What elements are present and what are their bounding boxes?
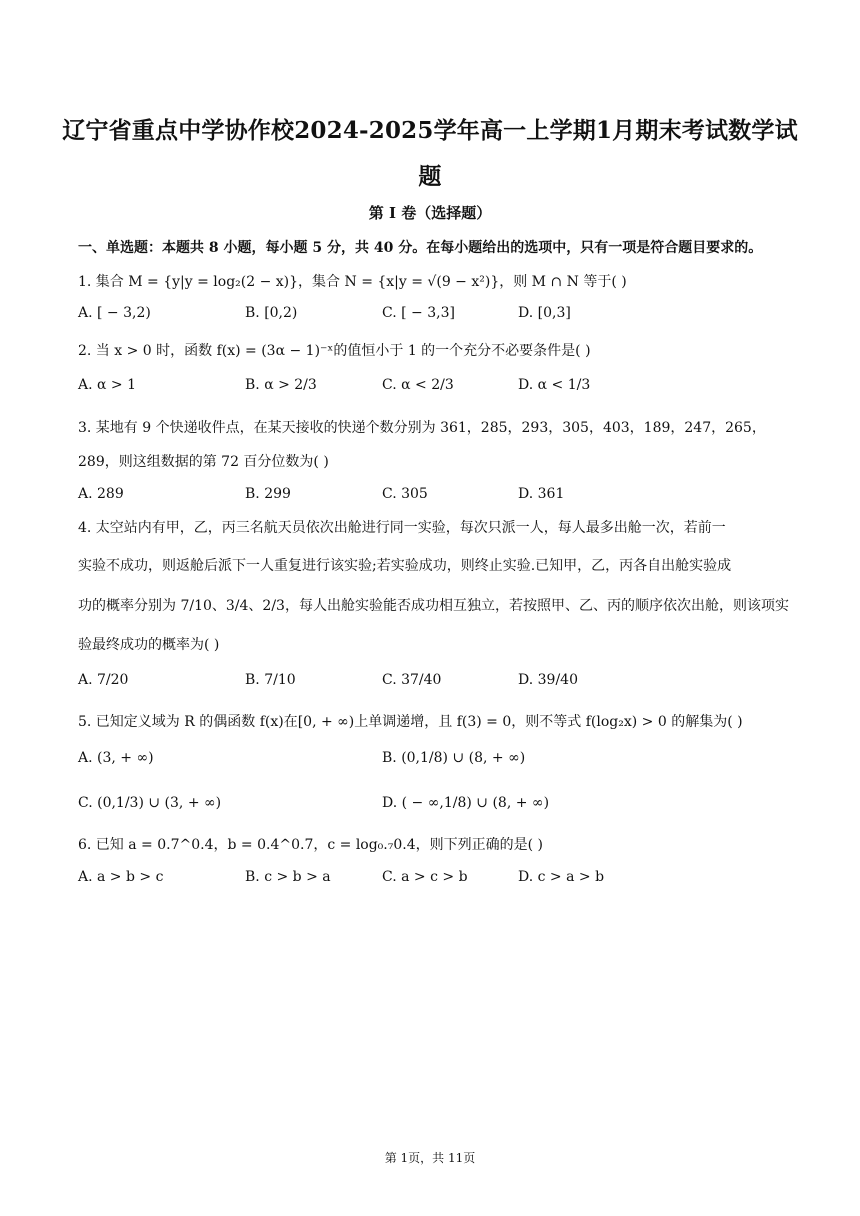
q1-option-a: A. [ − 3,2): [78, 305, 151, 321]
section-heading: 一、单选题：本题共 8 小题，每小题 5 分，共 40 分。在每小题给出的选项中，只有一项是符合题目要求的。: [78, 240, 763, 256]
q4-option-a: A. 7/20: [78, 672, 129, 688]
q6-option-a: A. a > b > c: [78, 869, 164, 885]
q2-option-c: C. α < 2/3: [382, 377, 454, 393]
page-footer: 第 1页，共 11页: [384, 1151, 476, 1165]
q2-option-b: B. α > 2/3: [245, 377, 317, 393]
question-3-stem-line1: 3. 某地有 9 个快递收件点，在某天接收的快递个数分别为 361，285，293，305，403，189，247，265，: [78, 420, 766, 436]
q5-option-a: A. (3, + ∞): [78, 750, 154, 766]
question-4-stem-line2: 实验不成功，则返舱后派下一人重复进行该实验;若实验成功，则终止实验.已知甲，乙，丙各自出舱实验成: [78, 558, 732, 574]
question-2-stem: 2. 当 x > 0 时，函数 f(x) = (3α − 1)⁻ˣ的值恒小于 1 的一个充分不必要条件是( ): [78, 343, 591, 359]
q5-option-c: C. (0,1/3) ∪ (3, + ∞): [78, 795, 222, 811]
q3-option-b: B. 299: [245, 486, 291, 502]
question-4-stem-line1: 4. 太空站内有甲，乙，丙三名航天员依次出舱进行同一实验，每次只派一人，每人最多出舱一次，若前一: [78, 520, 726, 536]
question-3-stem-line2: 289，则这组数据的第 72 百分位数为( ): [78, 454, 329, 470]
q1-option-d: D. [0,3]: [518, 305, 571, 321]
q3-option-d: D. 361: [518, 486, 565, 502]
q4-option-c: C. 37/40: [382, 672, 442, 688]
q5-option-b: B. (0,1/8) ∪ (8, + ∞): [382, 750, 526, 766]
q4-option-b: B. 7/10: [245, 672, 296, 688]
part-heading: 第 I 卷（选择题）: [368, 204, 492, 222]
q1-option-c: C. [ − 3,3]: [382, 305, 455, 321]
q2-option-a: A. α > 1: [78, 377, 137, 393]
q3-option-a: A. 289: [78, 486, 124, 502]
question-1-stem: 1. 集合 M = {y|y = log₂(2 − x)}，集合 N = {x|y = √(9 − x²)}，则 M ∩ N 等于( ): [78, 274, 627, 290]
page-title: 辽宁省重点中学协作校2024-2025学年高一上学期1月期末考试数学试: [62, 117, 798, 144]
q5-option-d: D. ( − ∞,1/8) ∪ (8, + ∞): [382, 795, 550, 811]
question-5-stem: 5. 已知定义域为 R 的偶函数 f(x)在[0, + ∞)上单调递增，且 f(3) = 0，则不等式 f(log₂x) > 0 的解集为( ): [78, 714, 743, 730]
q6-option-d: D. c > a > b: [518, 869, 605, 885]
question-4-stem-line4: 验最终成功的概率为( ): [78, 637, 220, 653]
question-4-stem-line3: 功的概率分别为 7/10、3/4、2/3，每人出舱实验能否成功相互独立，若按照甲、乙、丙的顺序依次出舱，则该项实: [78, 598, 789, 614]
q3-option-c: C. 305: [382, 486, 428, 502]
q4-option-d: D. 39/40: [518, 672, 578, 688]
q2-option-d: D. α < 1/3: [518, 377, 591, 393]
question-6-stem: 6. 已知 a = 0.7^0.4，b = 0.4^0.7，c = log₀.₇0.4，则下列正确的是( ): [78, 837, 544, 853]
q1-option-b: B. [0,2): [245, 305, 298, 321]
q6-option-c: C. a > c > b: [382, 869, 468, 885]
page-title-continued: 题: [418, 163, 442, 190]
q6-option-b: B. c > b > a: [245, 869, 331, 885]
